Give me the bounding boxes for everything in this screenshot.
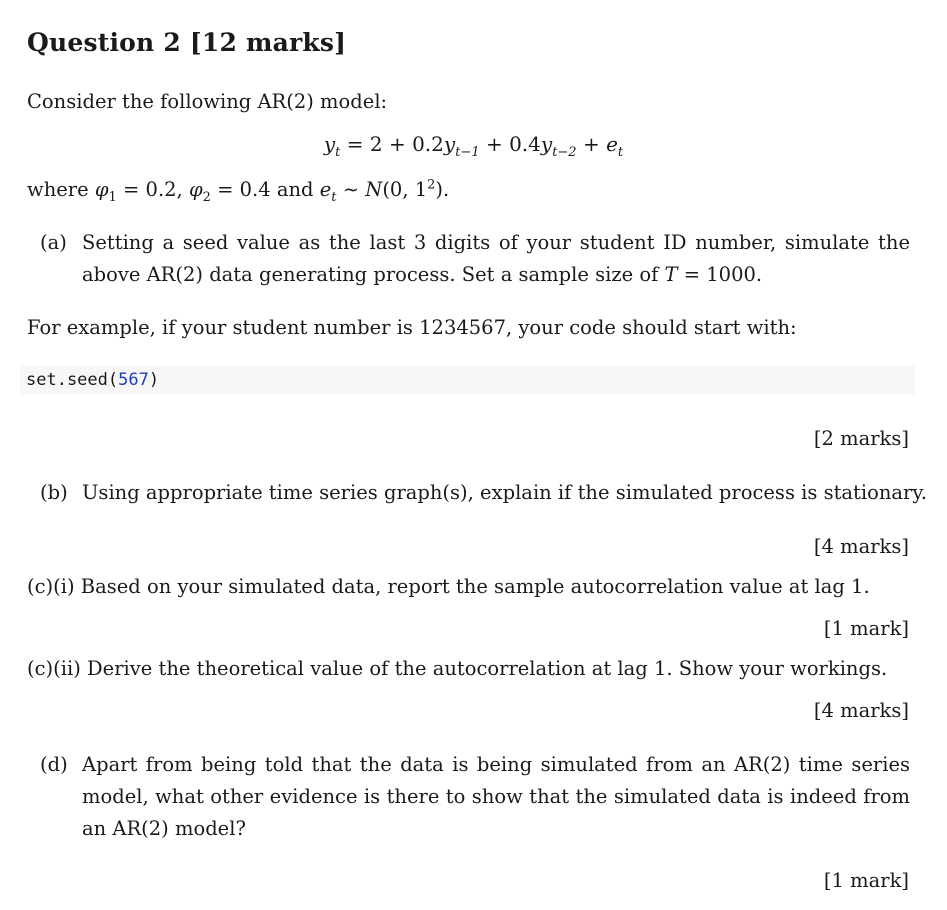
- marks-c-i: [1 mark]: [823, 617, 909, 640]
- code-block[interactable]: set.seed(567): [20, 366, 915, 394]
- part-d-text: Apart from being told that the data is being simulated from an AR(2) time series model, what other evidence is there to show that the simulated data is indeed from an AR(2) model?: [82, 753, 910, 840]
- question-heading: Question 2 [12 marks]: [27, 28, 347, 57]
- marks-b: [4 marks]: [813, 535, 909, 558]
- part-c-ii: (c)(ii) Derive the theoretical value of the autocorrelation at lag 1. Show your workings.: [27, 657, 888, 680]
- part-b-text: Using appropriate time series graph(s), explain if the simulated process is stationary.: [82, 481, 928, 504]
- part-a: [40, 227, 910, 291]
- example-text: For example, if your student number is 1234567, your code should start with:: [27, 316, 797, 339]
- parameter-definition: where $\varphi_1 = 0.2$, $\varphi_2 = 0.4$ and $e_t$ ∼ N(0, $1^2$).: [27, 177, 450, 205]
- intro-text: Consider the following AR(2) model:: [27, 90, 388, 113]
- part-c-i: (c)(i) Based on your simulated data, report the sample autocorrelation value at lag 1.: [27, 575, 870, 598]
- marks-a: [2 marks]: [813, 427, 909, 450]
- part-d: [40, 749, 910, 845]
- part-d-label: (d): [40, 753, 68, 776]
- part-a-text: Setting a seed value as the last 3 digits of your student ID number, simulate the above AR(2) data generating process. Set a sample size of T = 1000.: [82, 231, 910, 286]
- marks-c-ii: [4 marks]: [813, 699, 909, 722]
- marks-d: [1 mark]: [823, 869, 909, 892]
- part-a-label: (a): [40, 231, 67, 254]
- part-b-label: (b): [40, 481, 68, 504]
- ar2-equation: $y_t = 2 + 0.2y_{t-1} + 0.4y_{t-2} + e_t$: [323, 132, 624, 160]
- part-b: [40, 477, 928, 509]
